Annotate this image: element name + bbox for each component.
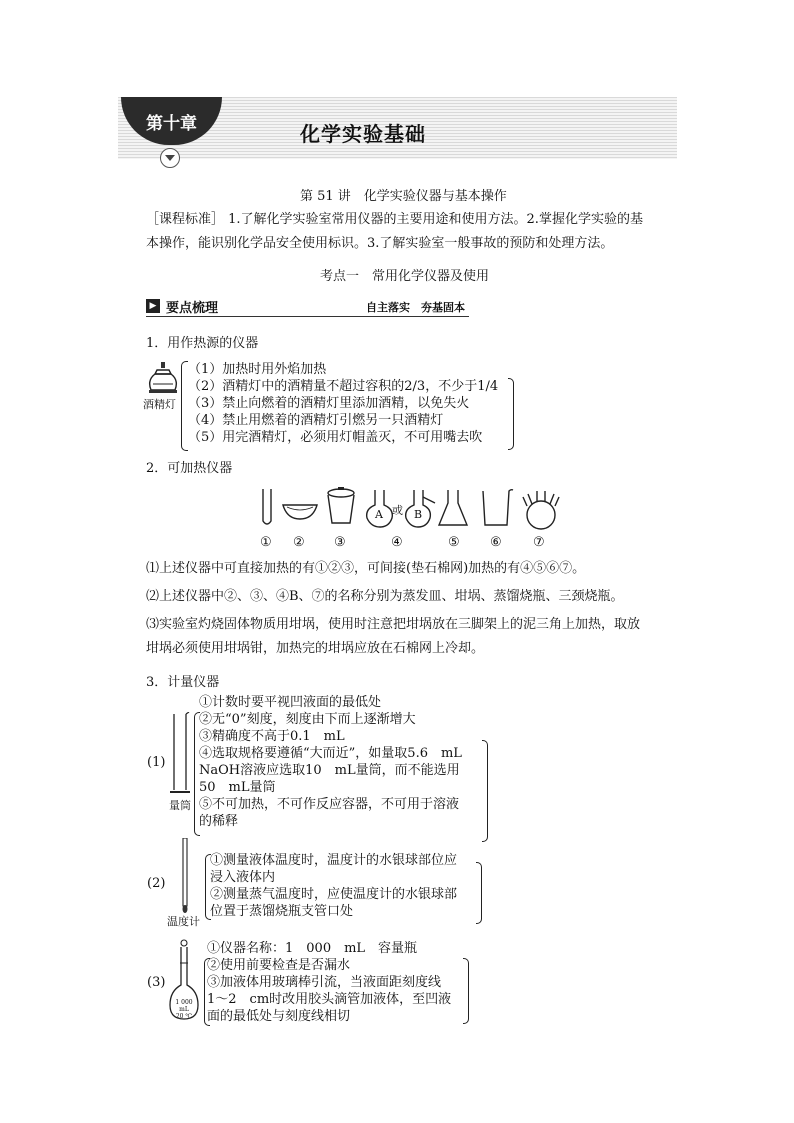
paragraph: ⑴上述仪器中可直接加热的有①②③，可间接(垫石棉网)加热的有④⑤⑥⑦。: [146, 561, 586, 576]
heatable-notes: [146, 557, 666, 661]
graduated-cylinder-icon: [170, 712, 192, 796]
list-item: 的稀释: [199, 814, 239, 829]
evaporating-dish-icon: [283, 505, 317, 519]
standard-line: 本操作，能识别化学品安全使用标识。3.了解实验室一般事故的预防和处理方法。: [146, 236, 614, 251]
list-item: ①计数时要平视凹液面的最低处: [199, 695, 382, 710]
list-item: （2）酒精灯中的酒精量不超过容积的2/3，不少于1/4: [188, 379, 499, 394]
thermometer-notes: [210, 852, 457, 920]
bracket-right: [463, 958, 469, 1024]
heading-heat-source: 1．用作热源的仪器: [146, 336, 259, 351]
list-item: ②无“0”刻度，刻度由下而上逐渐增大: [199, 712, 416, 727]
play-icon: ▶: [146, 299, 160, 313]
beaker-icon: [483, 490, 513, 525]
list-item: （4）禁止用燃着的酒精灯引燃另一只酒精灯: [188, 413, 444, 428]
section-title: 要点梳理: [166, 301, 219, 316]
paragraph: 坩埚必须使用坩埚钳，加热完的坩埚应放在石棉网上冷却。: [146, 641, 485, 656]
list-item: 面的最低处与刻度线相切: [207, 1009, 351, 1024]
bracket-right: [508, 378, 514, 450]
alcohol-lamp-caption: 酒精灯: [143, 398, 176, 411]
instrument-number: ④: [391, 535, 403, 550]
instrument-number: ③: [334, 535, 346, 550]
paragraph: ⑶实验室灼烧固体物质用坩埚，使用时注意把坩埚放在三脚架上的泥三角上加热，取放: [146, 617, 641, 632]
cylinder-caption: 量筒: [169, 799, 191, 812]
flask-temp: 20 ℃: [175, 1013, 193, 1020]
chapter-label: 第十章: [146, 113, 197, 134]
or-label: 或: [392, 504, 403, 517]
list-item: ⑤不可加热，不可作反应容器，不可用于溶液: [199, 797, 460, 812]
bracket-right: [476, 862, 482, 924]
heading-measuring: 3．计量仪器: [146, 675, 220, 690]
item-label: (2): [147, 876, 166, 891]
course-standard: [146, 208, 656, 256]
list-item: 50 mL量筒: [199, 780, 276, 795]
list-item: NaOH溶液应选取10 mL量筒，而不能选用: [199, 763, 460, 778]
alcohol-lamp-notes: [188, 361, 498, 446]
thermometer-caption: 温度计: [167, 915, 200, 928]
paragraph: ⑵上述仪器中②、③、④B、⑦的名称分别为蒸发皿、坩埚、蒸馏烧瓶、三颈烧瓶。: [146, 589, 624, 604]
alcohol-lamp-icon: [145, 360, 181, 396]
flask-label: [172, 999, 196, 1020]
list-item: （1）加热时用外焰加热: [188, 362, 327, 377]
instrument-number: ⑥: [490, 535, 502, 550]
standard-line: ［课程标准］ 1.了解化学实验室常用仪器的主要用途和使用方法。2.掌握化学实验的基: [146, 212, 643, 227]
cylinder-notes: [199, 694, 462, 830]
list-item: ①仪器名称：1 000 mL 容量瓶: [207, 941, 418, 956]
section-subtitle: 自主落实 夯基固本: [366, 301, 465, 314]
lecture-title: 第 51 讲 化学实验仪器与基本操作: [300, 189, 507, 204]
flask-notes: [207, 940, 451, 1025]
list-item: ③精确度不高于0.1 mL: [199, 729, 345, 744]
item-label: (3): [147, 975, 166, 990]
flask-a-label: A: [375, 508, 383, 521]
section-header: [146, 297, 469, 317]
instrument-number: ①: [260, 535, 272, 550]
thermometer-icon: [180, 838, 190, 914]
test-tube-icon: [263, 489, 271, 524]
chapter-title: 化学实验基础: [300, 122, 426, 146]
item-label: (1): [147, 755, 166, 770]
list-item: ②使用前要检查是否漏水: [207, 958, 351, 973]
list-item: 1～2 cm时改用胶头滴管加液体，至凹液: [207, 992, 452, 1007]
bracket-right: [482, 740, 488, 842]
instrument-number: ⑦: [533, 535, 545, 550]
kaodian-title: 考点一 常用化学仪器及使用: [320, 269, 490, 284]
conical-flask-icon: [439, 490, 467, 525]
list-item: （3）禁止向燃着的酒精灯里添加酒精，以免失火: [188, 396, 470, 411]
bracket-left: [181, 361, 188, 451]
instrument-number: ②: [293, 535, 305, 550]
list-item: （5）用完酒精灯，必须用灯帽盖灭，不可用嘴去吹: [188, 430, 483, 445]
flask-volume: 1 000 mL: [175, 999, 193, 1013]
list-item: 浸入液体内: [210, 870, 276, 885]
list-item: 位置于蒸馏烧瓶支管口处: [210, 904, 354, 919]
list-item: ①测量液体温度时，温度计的水银球部位应: [210, 853, 458, 868]
three-neck-flask-icon: [523, 491, 559, 529]
flask-b-label: B: [414, 508, 423, 521]
crucible-icon: [328, 487, 354, 523]
heading-heatable: 2．可加热仪器: [146, 461, 233, 476]
heatable-instruments: [255, 485, 565, 530]
list-item: ④选取规格要遵循“大而近”，如量取5.6 mL: [199, 746, 462, 761]
chevron-down-icon: [160, 148, 180, 168]
list-item: ③加液体用玻璃棒引流，当液面距刻度线: [207, 975, 442, 990]
list-item: ②测量蒸气温度时，应使温度计的水银球部: [210, 887, 458, 902]
instrument-number: ⑤: [448, 535, 460, 550]
